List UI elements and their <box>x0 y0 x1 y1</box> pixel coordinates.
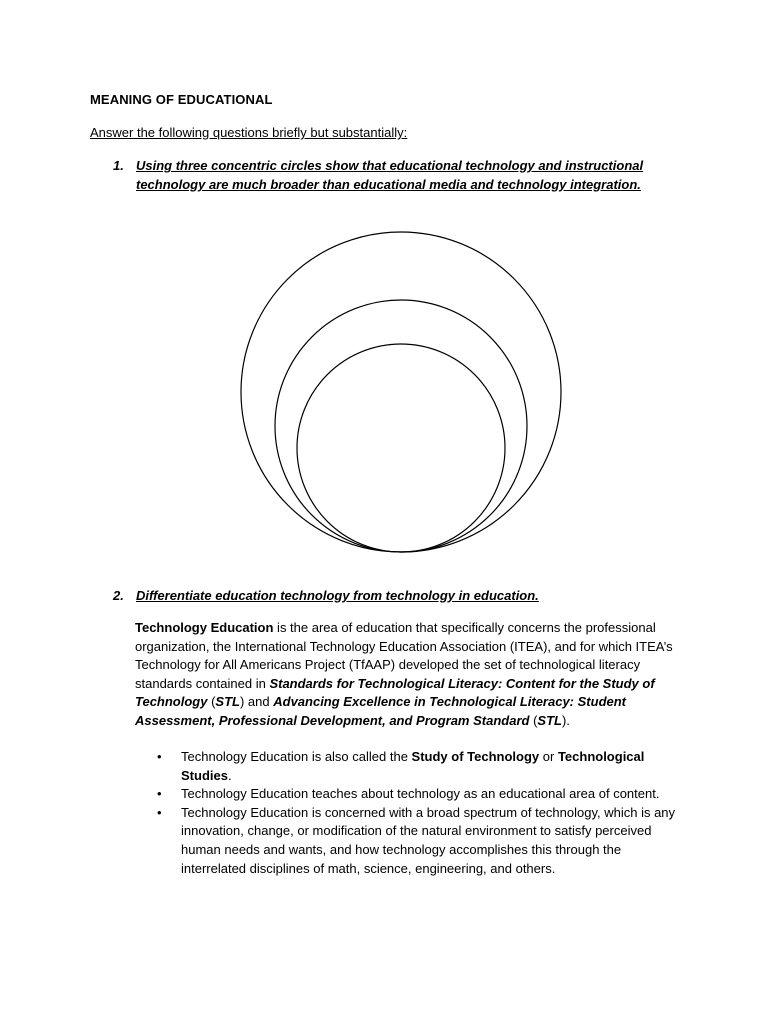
answer-text: Technology Education is the area of education that specifically concerns the professional organization, the International Technology Education Association (ITEA), and for which ITEA’s Technology for All Americans Project (TfAAP) developed the set of technological literacy standards contained in Standards for Technological Literacy: Content for the Study of Technology (STL) and Advancing Excellence in Technological Literacy: Student Assessment, Professional Development, and Program Standard (STL). <box>135 620 673 728</box>
standard-title-2: Advancing Excellence in Technological Literacy: Student Assessment, Professional Development, and Program Standard <box>135 694 627 728</box>
document-title: MEANING OF EDUCATIONAL <box>90 92 273 107</box>
question-1 <box>113 156 643 194</box>
inner-circle <box>297 344 505 552</box>
bullet-item: • Technology Education is concerned with a broad spectrum of technology, which is any innovation, change, or modification of the natural environment to satisfy perceived human needs and wants, and how technology accomplishes this through the interrelated disciplines of math, science, engineering, and others. <box>157 804 676 876</box>
standard-abbr-2: STL <box>537 712 562 728</box>
bullet-marker: • <box>157 786 162 802</box>
bullet-marker: • <box>157 804 162 820</box>
standard-title-1: Standards for Technological Literacy: Content for the Study of Technology <box>135 675 655 710</box>
answer-term: Technology Education <box>135 620 274 635</box>
bullet-list <box>157 748 687 878</box>
question-2 <box>113 586 539 605</box>
concentric-circles-diagram <box>236 226 566 558</box>
question-1-line-1: Using three concentric circles show that educational technology and instructional <box>136 158 644 173</box>
outer-circle <box>241 232 561 552</box>
question-2-number: 2. <box>113 588 124 603</box>
answer-paragraph <box>135 619 683 731</box>
bullet-item: • Technology Education teaches about technology as an educational area of content. <box>157 785 687 804</box>
middle-circle <box>275 300 527 552</box>
question-1-number: 1. <box>113 158 124 173</box>
bullet-marker: • <box>157 749 162 764</box>
question-1-line-2: technology are much broader than educational media and technology integration. <box>136 177 641 192</box>
instruction-text: Answer the following questions briefly but substantially: <box>90 125 408 140</box>
standard-abbr-1: STL <box>215 694 240 710</box>
question-2-line-1: Differentiate education technology from technology in education. <box>136 588 539 603</box>
bullet-item: • Technology Education is also called the Study of Technology or Technological Studies. <box>157 749 645 783</box>
